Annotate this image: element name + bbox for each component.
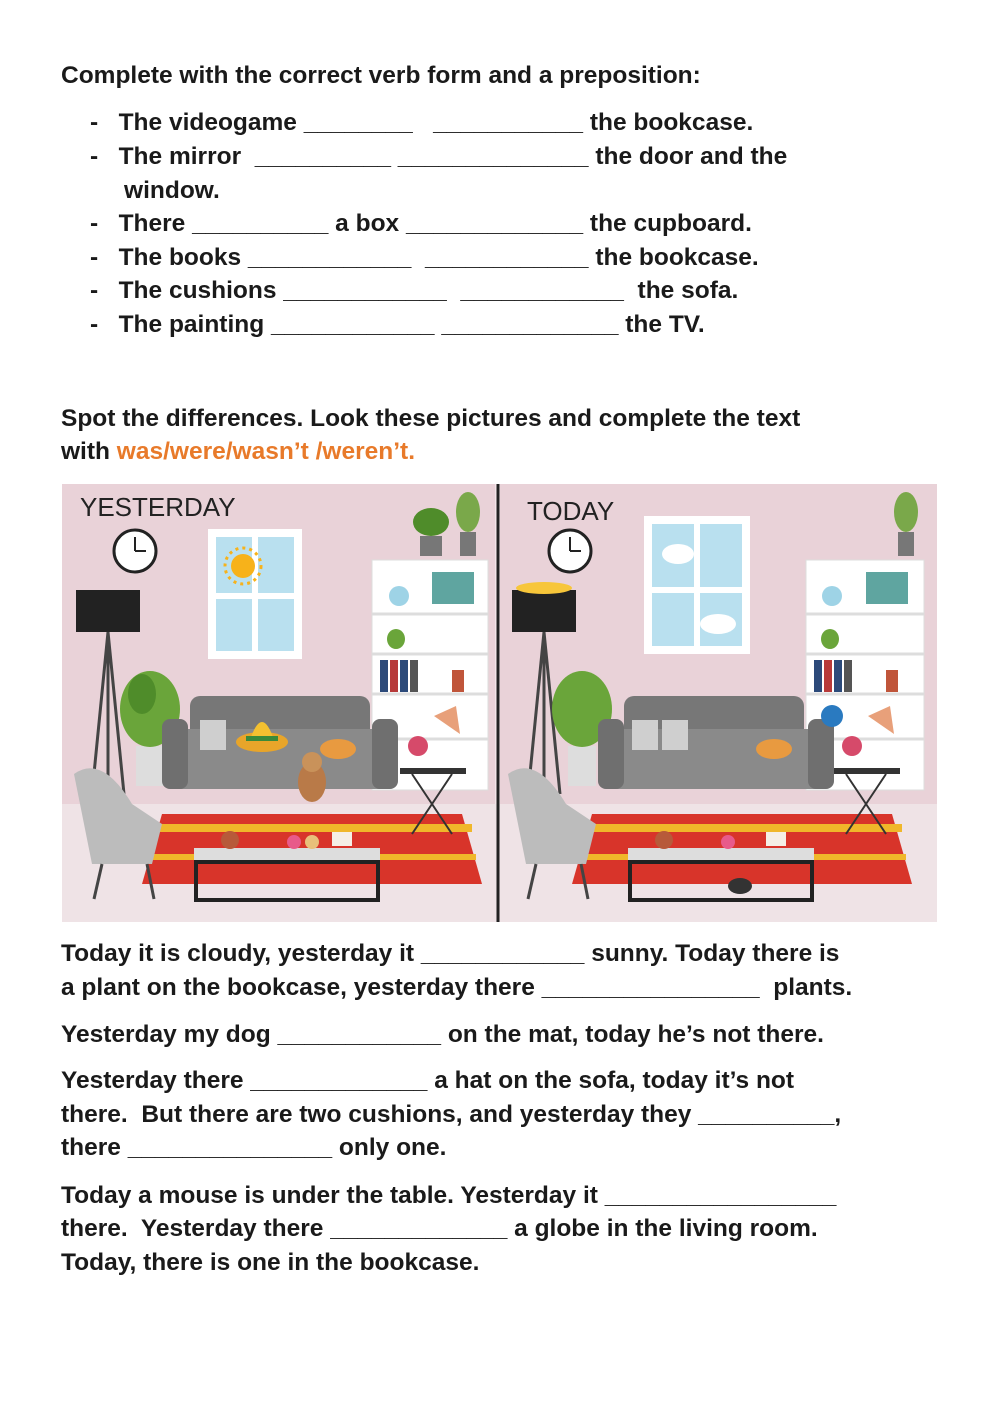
paragraph-4-line: Today a mouse is under the table. Yesterday it _________________ xyxy=(61,1182,837,1209)
exercise-1-item: - There __________ a box _____________ the cupboard. xyxy=(90,210,752,237)
window-icon xyxy=(644,516,750,654)
cat-icon xyxy=(756,739,792,759)
exercise-1-item-continued: window. xyxy=(90,177,220,204)
globe-icon xyxy=(821,705,843,727)
paragraph-3-line: there _______________ only one. xyxy=(61,1134,447,1161)
paragraph-3-line: there. But there are two cushions, and yesterday they __________, xyxy=(61,1101,842,1128)
exercise-1-item: - The painting ____________ _____________ the TV. xyxy=(90,311,705,338)
paragraph-1-line: Today it is cloudy, yesterday it ____________ sunny. Today there is xyxy=(61,940,840,967)
sofa-icon xyxy=(598,696,834,789)
exercise-1-title: Complete with the correct verb form and a preposition: xyxy=(61,62,701,89)
exercise-1-item: - The mirror __________ ______________ the door and the xyxy=(90,143,788,170)
mouse-icon xyxy=(728,878,752,894)
spot-the-difference-picture xyxy=(62,484,937,922)
paragraph-1-line: a plant on the bookcase, yesterday there ________________ plants. xyxy=(61,974,853,1001)
exercise-1-item: - The videogame ________ ___________ the bookcase. xyxy=(90,109,754,136)
exercise-2-title-line2 xyxy=(61,435,415,469)
paragraph-4-line: there. Yesterday there _____________ a globe in the living room. xyxy=(61,1215,818,1242)
paragraph-4-line: Today, there is one in the bookcase. xyxy=(61,1249,480,1276)
highlighted-verbs: was/were/wasn’t /weren’t. xyxy=(116,438,415,465)
exercise-1-item: - The cushions ____________ ____________ the sofa. xyxy=(90,277,739,304)
clock-icon xyxy=(114,530,156,572)
title-prefix: with xyxy=(61,438,117,465)
clock-icon xyxy=(549,530,591,572)
yesterday-label: YESTERDAY xyxy=(80,492,236,522)
window-icon xyxy=(208,529,302,659)
exercise-2-title: Spot the differences. Look these pictures and complete the text xyxy=(61,405,801,432)
today-label: TODAY xyxy=(527,496,615,526)
exercise-1-item: - The books ____________ ____________ the bookcase. xyxy=(90,244,759,271)
cat-icon xyxy=(320,739,356,759)
yesterday-scene xyxy=(74,492,488,900)
paragraph-3-line: Yesterday there _____________ a hat on the sofa, today it’s not xyxy=(61,1067,795,1094)
paragraph-2-line: Yesterday my dog ____________ on the mat, today he’s not there. xyxy=(61,1021,824,1048)
